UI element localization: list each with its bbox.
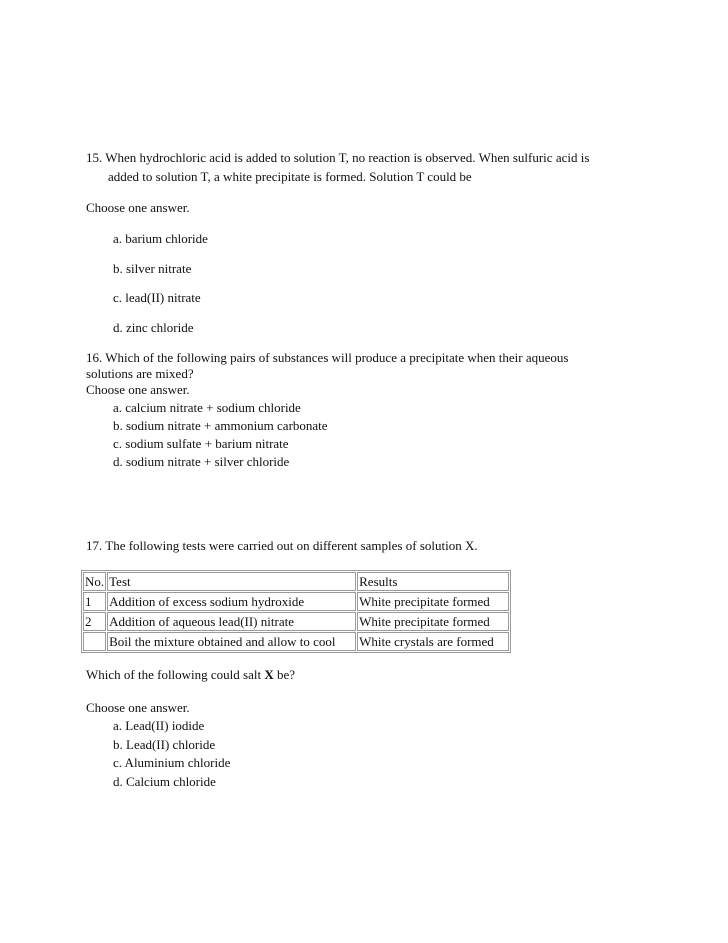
table-cell-result: White precipitate formed bbox=[357, 592, 509, 611]
q17-intro: 17. The following tests were carried out on different samples of solution X. bbox=[86, 538, 478, 553]
q17-question-after: be? bbox=[273, 667, 296, 682]
table-cell-no: 1 bbox=[83, 592, 106, 611]
q16-option-a[interactable]: a. calcium nitrate + sodium chloride bbox=[113, 400, 301, 415]
table-cell-no: 2 bbox=[83, 612, 106, 631]
table-header-row bbox=[83, 572, 509, 591]
table-cell-no bbox=[83, 632, 106, 651]
q17-question bbox=[86, 667, 295, 683]
q15-option-b[interactable]: b. silver nitrate bbox=[113, 261, 192, 276]
tests-table bbox=[81, 570, 511, 653]
q17-question-before: Which of the following could salt bbox=[86, 667, 265, 682]
q16-text-line2: solutions are mixed? bbox=[86, 366, 194, 381]
q17-option-b[interactable]: b. Lead(II) chloride bbox=[113, 737, 216, 752]
q16-option-b[interactable]: b. sodium nitrate + ammonium carbonate bbox=[113, 418, 328, 433]
table-row bbox=[83, 612, 509, 631]
q15-prompt: Choose one answer. bbox=[86, 200, 190, 215]
table-row bbox=[83, 632, 509, 651]
q15-option-a[interactable]: a. barium chloride bbox=[113, 231, 208, 246]
q17-option-c[interactable]: c. Aluminium chloride bbox=[113, 755, 231, 770]
table-header-test: Test bbox=[107, 572, 356, 591]
table-header-results: Results bbox=[357, 572, 509, 591]
q15-option-c[interactable]: c. lead(II) nitrate bbox=[113, 290, 201, 305]
q17-question-bold: X bbox=[264, 667, 274, 682]
table-cell-result: White crystals are formed bbox=[357, 632, 509, 651]
table-row bbox=[83, 592, 509, 611]
q15-text-line1: 15. When hydrochloric acid is added to solution T, no reaction is observed. When sulfuric acid is bbox=[86, 150, 590, 165]
table-header-no: No. bbox=[85, 574, 105, 589]
table-cell-result: White precipitate formed bbox=[357, 612, 509, 631]
table-cell-test: Boil the mixture obtained and allow to cool bbox=[107, 632, 356, 651]
q17-prompt: Choose one answer. bbox=[86, 700, 190, 715]
table-cell-test: Addition of excess sodium hydroxide bbox=[107, 592, 356, 611]
q17-option-d[interactable]: d. Calcium chloride bbox=[113, 774, 216, 789]
q15-text-line2: added to solution T, a white precipitate is formed. Solution T could be bbox=[108, 169, 472, 184]
q16-option-d[interactable]: d. sodium nitrate + silver chloride bbox=[113, 454, 290, 469]
q17-option-a[interactable]: a. Lead(II) iodide bbox=[113, 718, 205, 733]
q16-option-c[interactable]: c. sodium sulfate + barium nitrate bbox=[113, 436, 289, 451]
table-cell-test: Addition of aqueous lead(II) nitrate bbox=[107, 612, 356, 631]
q16-prompt: Choose one answer. bbox=[86, 382, 190, 397]
q16-text-line1: 16. Which of the following pairs of substances will produce a precipitate when their aqueous bbox=[86, 350, 569, 365]
q15-option-d[interactable]: d. zinc chloride bbox=[113, 320, 194, 335]
